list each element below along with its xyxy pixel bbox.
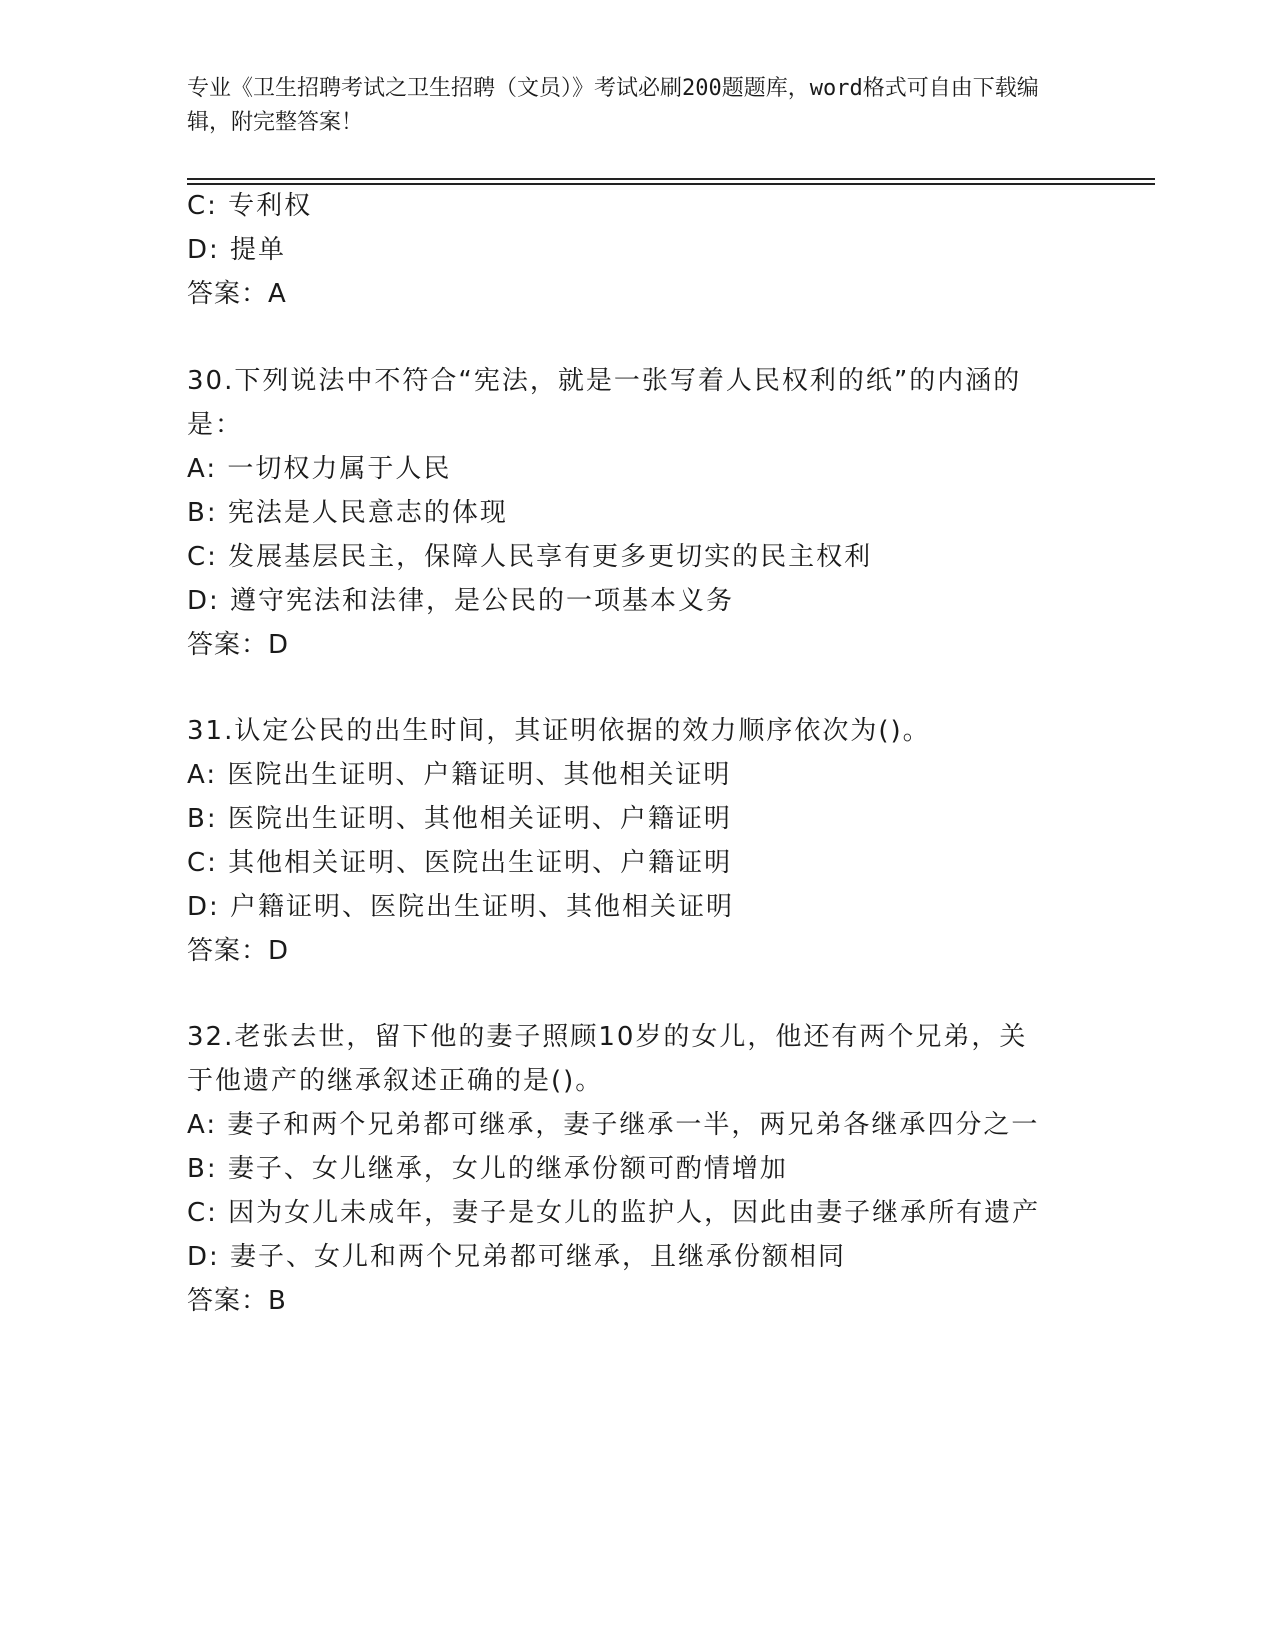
q31-option-b: B: 医院出生证明、其他相关证明、户籍证明 xyxy=(187,804,732,834)
q30-answer: 答案：D xyxy=(187,630,290,660)
q30-stem-line2: 是： xyxy=(187,410,244,440)
header-divider-bottom xyxy=(187,183,1155,185)
q32-stem-line1: 32.老张去世，留下他的妻子照顾10岁的女儿，他还有两个兄弟，关 xyxy=(187,1022,1028,1052)
q32-option-b: B: 妻子、女儿继承，女儿的继承份额可酌情增加 xyxy=(187,1154,788,1184)
q30-stem-line1: 30.下列说法中不符合“宪法，就是一张写着人民权利的纸”的内涵的 xyxy=(187,366,1022,396)
document-header: 专业《卫生招聘考试之卫生招聘（文员）》考试必刷200题题库，word格式可自由下载编辑，附完整答案！ xyxy=(187,76,1039,135)
q30-option-a: A: 一切权力属于人民 xyxy=(187,454,452,484)
prev-option-c: C: 专利权 xyxy=(187,191,313,221)
q32-option-a: A: 妻子和两个兄弟都可继承，妻子继承一半，两兄弟各继承四分之一 xyxy=(187,1110,1040,1140)
q32-option-c: C: 因为女儿未成年，妻子是女儿的监护人，因此由妻子继承所有遗产 xyxy=(187,1198,1041,1228)
q31-option-c: C: 其他相关证明、医院出生证明、户籍证明 xyxy=(187,848,733,878)
q31-option-d: D: 户籍证明、医院出生证明、其他相关证明 xyxy=(187,892,735,922)
q31-stem-line1: 31.认定公民的出生时间，其证明依据的效力顺序依次为()。 xyxy=(187,716,931,746)
q30-option-d: D: 遵守宪法和法律，是公民的一项基本义务 xyxy=(187,586,735,616)
q31-option-a: A: 医院出生证明、户籍证明、其他相关证明 xyxy=(187,760,732,790)
q30-option-c: C: 发展基层民主，保障人民享有更多更切实的民主权利 xyxy=(187,542,873,572)
header-divider-top xyxy=(187,178,1155,180)
q32-option-d: D: 妻子、女儿和两个兄弟都可继承，且继承份额相同 xyxy=(187,1242,847,1272)
q31-answer: 答案：D xyxy=(187,936,290,966)
q30-option-b: B: 宪法是人民意志的体现 xyxy=(187,498,508,528)
q32-stem-line2: 于他遗产的继承叙述正确的是()。 xyxy=(187,1066,604,1096)
q32-answer: 答案：B xyxy=(187,1286,287,1316)
prev-answer: 答案：A xyxy=(187,279,287,309)
prev-option-d: D: 提单 xyxy=(187,235,287,265)
